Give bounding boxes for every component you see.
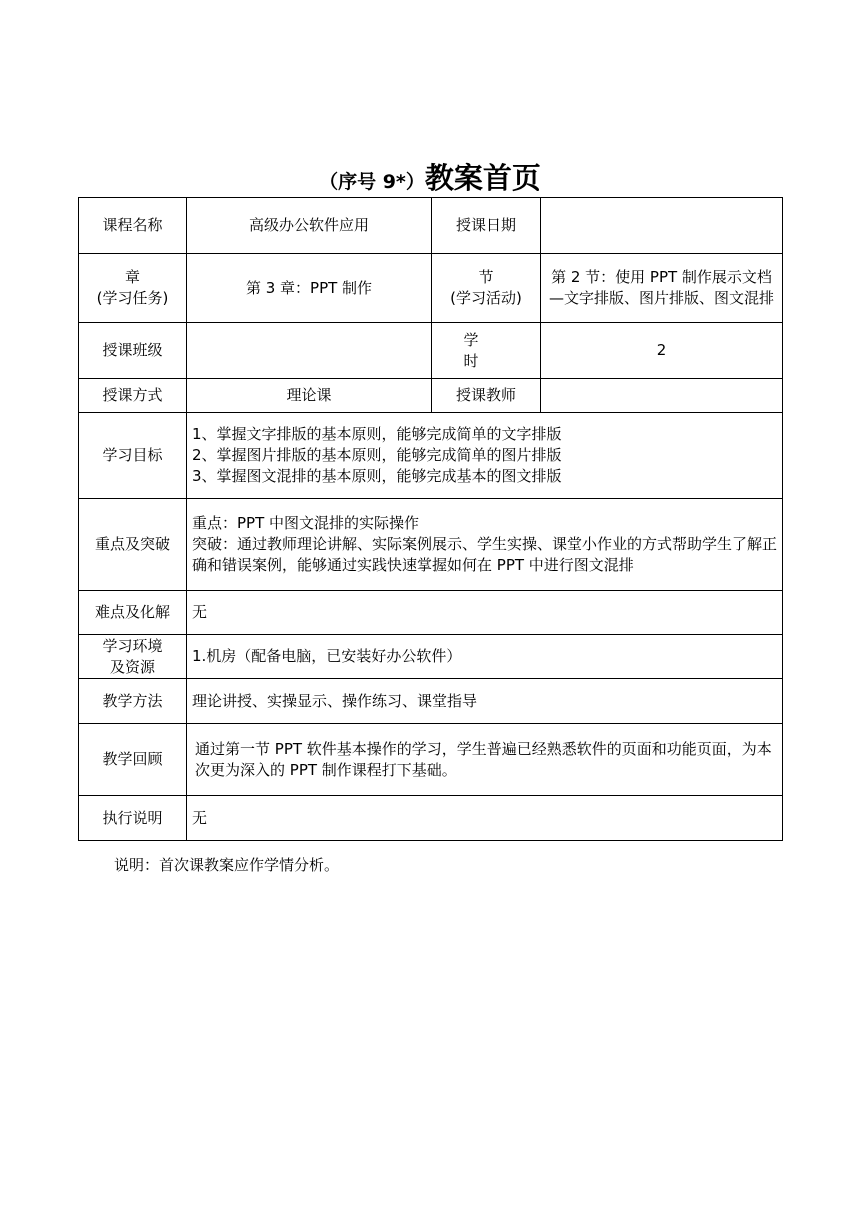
table-row [79, 591, 783, 635]
footnote: 说明：首次课教案应作学情分析。 [114, 856, 340, 874]
table-row [79, 198, 783, 254]
chapter-value: 第 3 章：PPT 制作 [187, 254, 432, 323]
date-label: 授课日期 [432, 198, 541, 254]
teaching-method-label: 教学方法 [79, 679, 187, 724]
table-row [79, 635, 783, 679]
key-breakthrough: 突破：通过教师理论讲解、实际案例展示、学生实操、课堂小作业的方式帮助学生了解正确和错误案例，能够通过实践快速掌握如何在 PPT 中进行图文混排 [192, 535, 778, 574]
objective-item: 1、掌握文字排版的基本原则，能够完成简单的文字排版 [192, 425, 562, 443]
table-row [79, 413, 783, 499]
objectives-value [187, 413, 783, 499]
section-label-line2: (学习活动) [450, 289, 522, 307]
table-row [79, 724, 783, 796]
class-value [187, 323, 432, 379]
method-value: 理论课 [187, 379, 432, 413]
table-row [79, 679, 783, 724]
environment-label-line1: 学习环境 [102, 636, 163, 655]
lesson-plan-table [78, 197, 783, 841]
title-main: 教案首页 [424, 161, 541, 195]
course-name-label: 课程名称 [79, 198, 187, 254]
environment-label-line2: 及资源 [109, 657, 155, 676]
table-row [79, 796, 783, 841]
teaching-method-value: 理论讲授、实操显示、操作练习、课堂指导 [187, 679, 783, 724]
key-focus: 重点：PPT 中图文混排的实际操作 [192, 514, 420, 532]
chapter-label-line1: 章 [124, 268, 140, 286]
environment-label [79, 635, 187, 679]
table-row [79, 254, 783, 323]
difficulties-value: 无 [187, 591, 783, 635]
execution-value: 无 [187, 796, 783, 841]
section-label-line1: 节 [478, 268, 494, 286]
teacher-label: 授课教师 [432, 379, 541, 413]
section-value: 第 2 节：使用 PPT 制作展示文档—文字排版、图片排版、图文混排 [541, 254, 783, 323]
execution-label: 执行说明 [79, 796, 187, 841]
objective-item: 3、掌握图文混排的基本原则，能够完成基本的图文排版 [192, 467, 562, 485]
page-title [0, 156, 860, 197]
class-label: 授课班级 [79, 323, 187, 379]
key-points-label: 重点及突破 [79, 499, 187, 591]
chapter-label [79, 254, 187, 323]
table-row [79, 379, 783, 413]
title-prefix: （序号 9*） [319, 171, 425, 193]
section-label [432, 254, 541, 323]
objectives-label: 学习目标 [79, 413, 187, 499]
chapter-label-line2: (学习任务) [96, 289, 169, 307]
table-row [79, 499, 783, 591]
key-points-value [187, 499, 783, 591]
course-name-value: 高级办公软件应用 [187, 198, 432, 254]
review-value: 通过第一节 PPT 软件基本操作的学习，学生普遍已经熟悉软件的页面和功能页面，为本次更为深入的 PPT 制作课程打下基础。 [187, 724, 783, 796]
method-label: 授课方式 [79, 379, 187, 413]
table-row [79, 323, 783, 379]
objective-item: 2、掌握图片排版的基本原则，能够完成简单的图片排版 [192, 446, 562, 464]
date-value [541, 198, 783, 254]
review-label: 教学回顾 [79, 724, 187, 796]
teacher-value [541, 379, 783, 413]
environment-value: 1.机房（配备电脑，已安装好办公软件） [187, 635, 783, 679]
hours-label-text: 学 时 [463, 330, 509, 370]
hours-label [432, 323, 541, 379]
difficulties-label: 难点及化解 [79, 591, 187, 635]
hours-value: 2 [541, 323, 783, 379]
